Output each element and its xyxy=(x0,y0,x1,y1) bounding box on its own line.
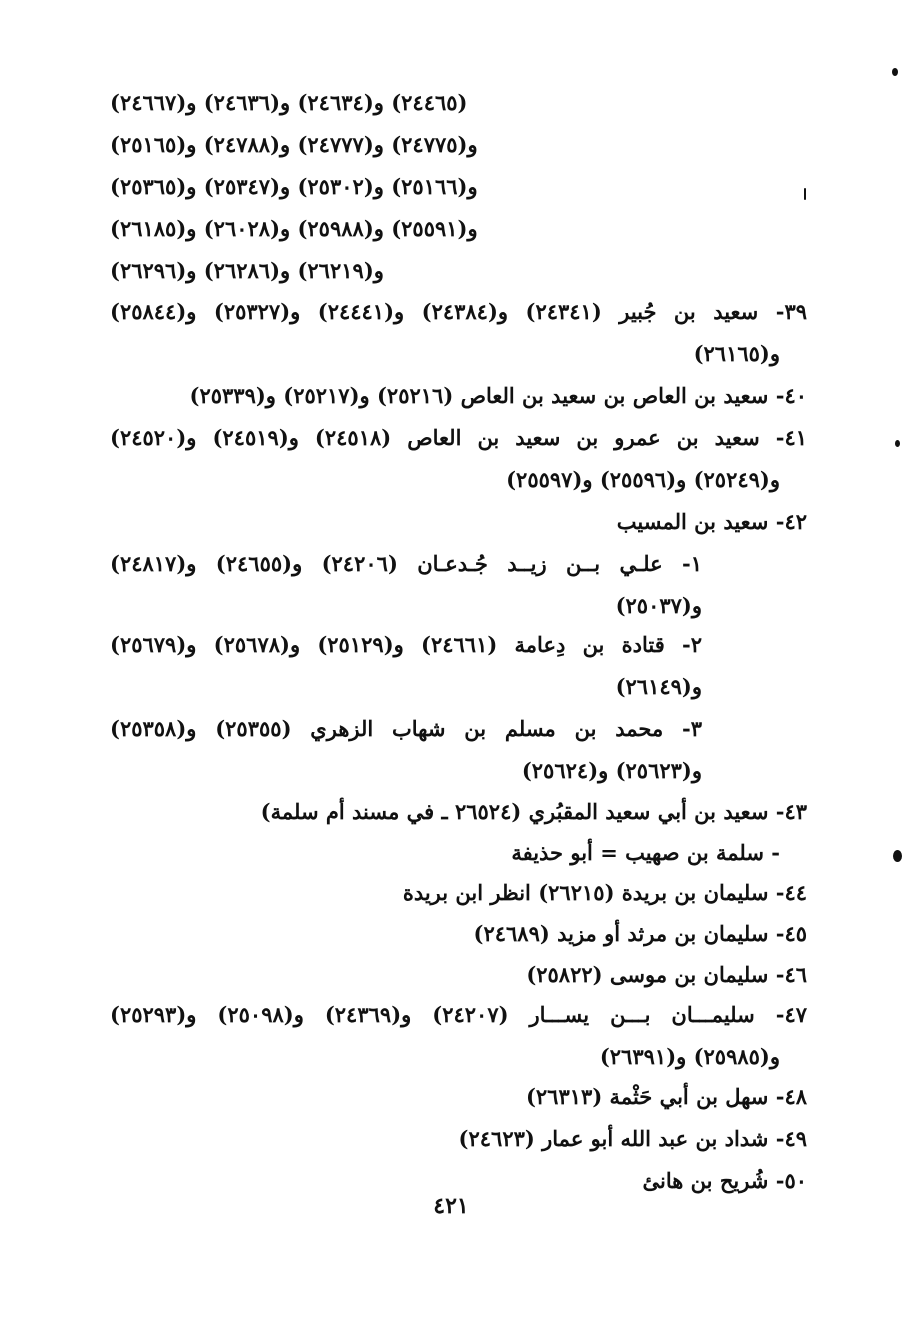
index-entry-40: ٤٠- سعيد بن العاص بن سعيد بن العاص (٢٥٢١٦) و(٢٥٢١٧) و(٢٥٣٣٩) xyxy=(189,383,807,408)
index-line: و(٢٤٧٧٥) و(٢٤٧٧٧) و(٢٤٧٨٨) و(٢٥١٦٥) xyxy=(110,132,478,157)
index-entry-47: ٤٧- سليمـــان بـــن يســـار (٢٤٢٠٧) و(٢٤٣٦٩) و(٢٥٠٩٨) و(٢٥٢٩٣) xyxy=(110,1002,807,1027)
index-line: و(٢٥٦٢٣) و(٢٥٦٢٤) xyxy=(521,758,702,783)
index-entry-41: ٤١- سعيد بن عمرو بن سعيد بن العاص (٢٤٥١٨) و(٢٤٥١٩) و(٢٤٥٢٠) xyxy=(110,425,808,450)
index-entry-50: ٥٠- شُريح بن هانئ xyxy=(642,1168,807,1193)
index-line: و(٢٦١٤٩) xyxy=(615,674,702,699)
index-entry-43: ٤٣- سعيد بن أبي سعيد المقبُري (٢٦٥٢٤ ـ في مسند أم سلمة) xyxy=(260,799,807,824)
index-subentry-2: ٢- قتادة بن دِعامة (٢٤٦٦١) و(٢٥١٢٩) و(٢٥٦٧٨) و(٢٥٦٧٩) xyxy=(110,632,703,657)
index-entry-42: ٤٢- سعيد بن المسيب xyxy=(616,509,807,534)
index-line: و(٢٦٢١٩) و(٢٦٢٨٦) و(٢٦٢٩٦) xyxy=(110,258,384,283)
index-line: (٢٤٤٦٥) و(٢٤٦٣٤) و(٢٤٦٣٦) و(٢٤٦٦٧) xyxy=(110,90,468,115)
index-subentry-1: ١- علـي بــن زيــد جُـدعـان (٢٤٢٠٦) و(٢٤٦٥٥) و(٢٤٨١٧) xyxy=(110,551,702,576)
scan-speck xyxy=(895,440,900,447)
scan-speck xyxy=(893,850,902,862)
index-entry-39: ٣٩- سعيد بن جُبير (٢٤٣٤١) و(٢٤٣٨٤) و(٢٤٤٤١) و(٢٥٣٢٧) و(٢٥٨٤٤) xyxy=(110,299,808,324)
page-number: ٤٢١ xyxy=(433,1193,469,1219)
index-line: و(٢٥٥٩١) و(٢٥٩٨٨) و(٢٦٠٢٨) و(٢٦١٨٥) xyxy=(110,216,478,241)
index-cross-reference: - سلمة بن صهيب = أبو حذيفة xyxy=(511,840,780,865)
index-line: و(٢٥١٦٦) و(٢٥٣٠٢) و(٢٥٣٤٧) و(٢٥٣٦٥) xyxy=(110,174,478,199)
index-entry-44: ٤٤- سليمان بن بريدة (٢٦٢١٥) انظر ابن بريدة xyxy=(402,880,807,905)
index-entry-45: ٤٥- سليمان بن مرثد أو مزيد (٢٤٦٨٩) xyxy=(473,921,807,946)
index-line: و(٢٥٠٣٧) xyxy=(615,593,702,618)
index-entry-46: ٤٦- سليمان بن موسى (٢٥٨٢٢) xyxy=(526,962,807,987)
scan-speck xyxy=(804,188,806,200)
index-subentry-3: ٣- محمد بن مسلم بن شهاب الزهري (٢٥٣٥٥) و(٢٥٣٥٨) xyxy=(110,716,702,741)
index-entry-49: ٤٩- شداد بن عبد الله أبو عمار (٢٤٦٢٣) xyxy=(458,1126,807,1151)
index-line: و(٢٦١٦٥) xyxy=(693,341,780,366)
index-entry-48: ٤٨- سهل بن أبي حَثْمة (٢٦٣١٣) xyxy=(525,1084,807,1109)
index-line: و(٢٥٢٤٩) و(٢٥٥٩٦) و(٢٥٥٩٧) xyxy=(506,467,780,492)
scan-speck xyxy=(892,68,898,76)
index-line: و(٢٥٩٨٥) و(٢٦٣٩١) xyxy=(599,1044,780,1069)
